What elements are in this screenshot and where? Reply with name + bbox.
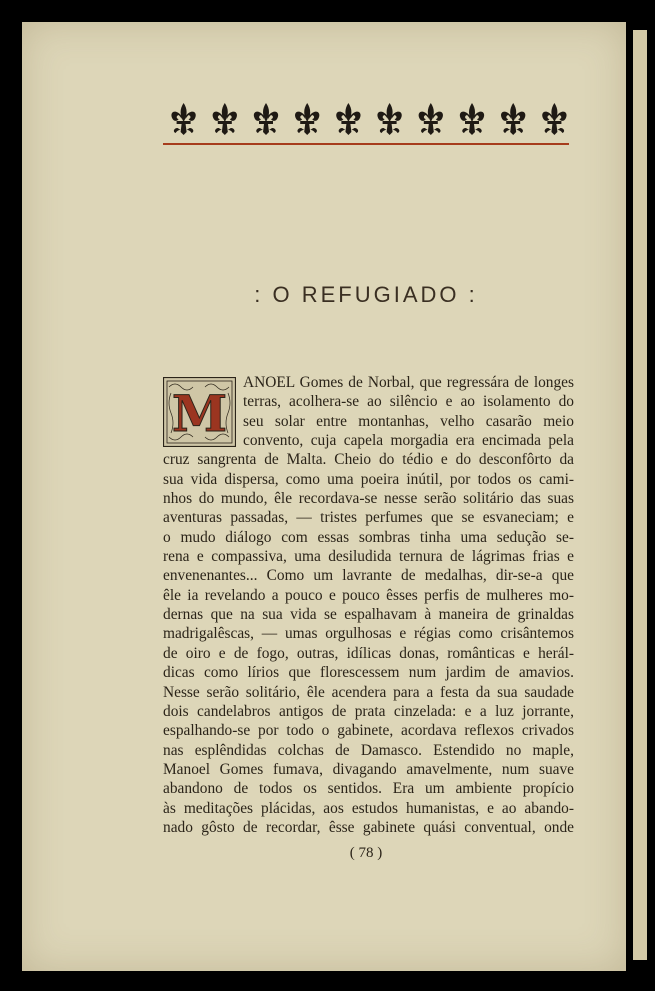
text-line: envenenantes... Como um lavrante de medalhas, dir-se-a que — [163, 567, 574, 585]
next-page-edge — [633, 30, 647, 960]
fleur-de-lis-ornament-row — [163, 102, 575, 136]
fleur-de-lis-icon — [377, 103, 401, 135]
fleur-de-lis-icon — [213, 103, 237, 135]
fleur-de-lis-icon — [254, 103, 278, 135]
text-line: nas esplêndidas colchas de Damasco. Estendido no maple, — [163, 741, 574, 759]
text-line: madrigalêscas, — umas orgulhosas e régias como crisântemos — [163, 625, 574, 643]
text-line: dicas como lírios que florescessem num jardim de amavios. — [163, 664, 574, 682]
fleur-de-lis-icon — [336, 103, 360, 135]
text-line: convento, cuja capela morgadia era encimada pela — [243, 432, 574, 450]
fleur-de-lis-icon — [295, 103, 319, 135]
fleur-de-lis-icon — [542, 103, 566, 135]
text-line: espalhando-se por todo o gabinete, acordava reflexos crivados — [163, 722, 574, 740]
text-line: cruz sangrenta de Malta. Cheio do tédio e do desconfôrto da — [163, 451, 574, 469]
text-line: Nesse serão solitário, êle acendera para a festa da sua saudade — [163, 683, 574, 701]
drop-cap-letter: M — [171, 384, 228, 443]
header-rule — [163, 143, 569, 145]
text-line: aventuras passadas, — tristes perfumes que se esvaneciam; e — [163, 509, 574, 527]
text-line: Manoel Gomes fumava, divagando amavelmente, num suave — [163, 760, 574, 778]
fleur-de-lis-icon — [171, 103, 195, 135]
text-line: dernas que na sua vida se espalhavam à maneira de grinaldas — [163, 606, 574, 624]
text-line: às meditações plácidas, aos estudos humanistas, e ao abando- — [163, 799, 574, 817]
text-line: nado gôsto de recordar, êsse gabinete quási conventual, onde — [163, 818, 574, 836]
fleur-de-lis-icon — [460, 103, 484, 135]
page-number: ( 78 ) — [349, 845, 383, 861]
fleur-de-lis-icon — [501, 103, 525, 135]
text-line: de oiro e de fogo, outras, idílicas donas, românticas e herál- — [163, 644, 574, 662]
text-line: ANOEL Gomes de Norbal, que regressára de longes — [243, 374, 574, 391]
text-line: abandono de todos os sentidos. Era um ambiente propício — [163, 780, 574, 798]
text-line: nhos do mundo, êle recordava-se nesse serão solitário das suas — [163, 490, 574, 508]
text-line: rena e compassiva, uma desiludida ternura de lágrimas frias e — [163, 548, 574, 566]
chapter-title: : O REFUGIADO : — [254, 282, 478, 307]
text-line: sua vida dispersa, como uma poeira inútil, por todos os cami- — [163, 470, 574, 488]
fleur-de-lis-icon — [419, 103, 443, 135]
text-line: terras, acolhera-se ao silêncio e ao isolamento do — [243, 393, 574, 411]
text-line: êle ia revelando a pouco e pouco êsses perfis de mulheres mo- — [163, 586, 574, 604]
text-line: seu solar entre montanhas, velho casarão meio — [243, 412, 574, 430]
text-line: dois candelabros antigos de prata cinzelada: e a luz jorrante, — [163, 702, 574, 720]
body-text — [163, 373, 574, 837]
text-line: o mudo diálogo com essas sombras tinha uma sedução se- — [163, 528, 574, 546]
